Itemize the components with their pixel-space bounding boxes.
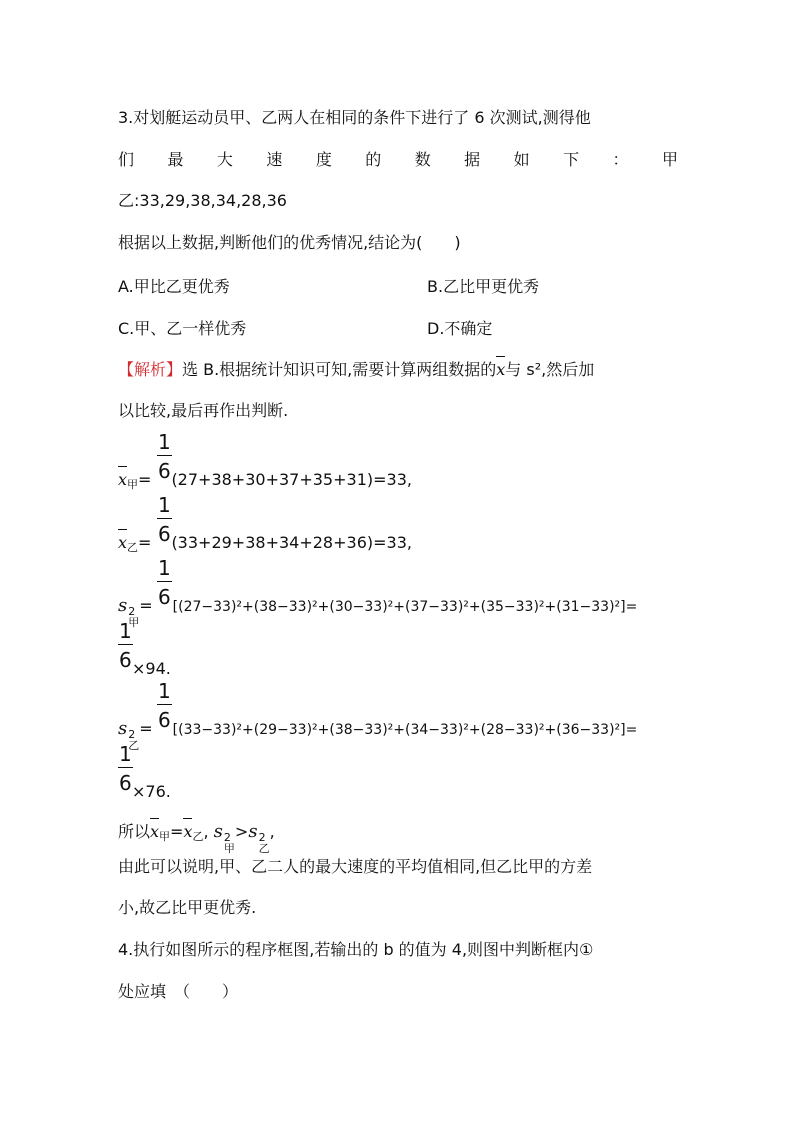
subscript-jia: 甲 (223, 842, 235, 855)
q3-data-jia: 甲 (661, 150, 678, 169)
fraction-numerator: 1 (158, 679, 171, 703)
analysis-text-b: 与 s²,然后加 (505, 360, 595, 379)
fraction-denominator: 6 (158, 708, 171, 732)
q3-word: ： (612, 150, 629, 169)
so-prefix: 所以 (118, 822, 151, 841)
superscript-2: 2 (223, 831, 231, 844)
subscript-jia: 甲 (127, 478, 139, 491)
option-a: A.甲比乙更优秀 (118, 277, 230, 296)
fraction-denominator: 6 (158, 585, 171, 609)
equation-variance-jia-tail: [(27−33)²+(38−33)²+(30−33)²+(37−33)²+(35−33)²+(31−33)²]= (172, 599, 638, 615)
greater-than-sign: > (234, 822, 249, 841)
fraction-numerator: 1 (119, 619, 132, 643)
option-b: B.乙比甲更优秀 (427, 277, 540, 296)
option-d: D.不确定 (427, 319, 493, 338)
q3-line-3: 乙:33,29,38,34,28,36 (118, 191, 287, 210)
q3-line-2 (118, 150, 678, 170)
s-symbol: s (118, 595, 128, 616)
fraction-numerator: 1 (158, 430, 171, 454)
conclusion-line-1: 由此可以说明,甲、乙二人的最大速度的平均值相同,但乙比甲的方差 (118, 857, 593, 876)
q4-line-2: 处应填 （ ） (118, 982, 239, 1001)
q3-word: 下 (563, 150, 580, 169)
fraction-numerator: 1 (158, 556, 171, 580)
subscript-yi: 乙 (128, 739, 140, 752)
q3-word: 大 (216, 150, 233, 169)
fraction-denominator: 6 (119, 771, 132, 795)
subscript-yi: 乙 (258, 842, 270, 855)
equals-sign: = (139, 596, 153, 615)
fraction-denominator: 6 (158, 522, 171, 546)
s-symbol: s (248, 821, 258, 842)
conclusion-line-2: 小,故乙比甲更优秀. (118, 898, 257, 917)
q4-line-1: 4.执行如图所示的程序框图,若输出的 b 的值为 4,则图中判断框内① (118, 940, 594, 959)
equation-variance-jia (118, 596, 637, 628)
equals-sign: = (138, 533, 152, 552)
x-bar-symbol: x (118, 533, 128, 552)
analysis-text-a: 选 B.根据统计知识可知,需要计算两组数据的 (182, 360, 497, 379)
q3-word: 速 (266, 150, 283, 169)
q3-line-1: 3.对划艇运动员甲、乙两人在相同的条件下进行了 6 次测试,测得他 (118, 108, 591, 127)
analysis-line-2: 以比较,最后再作出判断. (118, 401, 289, 420)
x-bar-symbol: x (150, 822, 160, 841)
superscript-2: 2 (128, 728, 136, 741)
comparison-line (118, 822, 275, 854)
superscript-2: 2 (128, 605, 136, 618)
equation-variance-yi-tail: [(33−33)²+(29−33)²+(38−33)²+(34−33)²+(28−33)²+(36−33)²]= (172, 722, 638, 738)
x-bar-symbol: x (496, 360, 506, 379)
fraction-denominator: 6 (158, 459, 171, 483)
q3-word: 度 (315, 150, 332, 169)
equation-variance-yi-result: ×76. (132, 782, 171, 801)
x-bar-symbol: x (118, 470, 128, 489)
s-symbol: s (213, 821, 223, 842)
equation-variance-jia-result: ×94. (132, 659, 171, 678)
subscript-yi: 乙 (127, 541, 139, 554)
sup-sub (259, 832, 270, 854)
x-bar-symbol: x (183, 822, 193, 841)
fraction-numerator: 1 (158, 493, 171, 517)
q3-word: 据 (464, 150, 481, 169)
q3-word: 如 (513, 150, 530, 169)
sup-sub (224, 832, 235, 854)
analysis-tag: 【解析】 (118, 360, 183, 379)
q3-word: 们 (118, 150, 135, 169)
equation-variance-yi (118, 719, 637, 751)
trailing-comma: , (269, 822, 275, 841)
equation-mean-jia (118, 470, 412, 495)
superscript-2: 2 (258, 831, 266, 844)
subscript-jia: 甲 (159, 830, 171, 843)
analysis-line-1 (118, 360, 594, 380)
comma: , (203, 822, 209, 841)
fraction-one-sixth (118, 743, 133, 794)
q3-word: 数 (414, 150, 431, 169)
q3-word: 最 (167, 150, 184, 169)
fraction-denominator: 6 (119, 648, 132, 672)
equation-mean-yi-tail: (33+29+38+34+28+36)=33, (171, 533, 412, 552)
s-symbol: s (118, 718, 128, 739)
equation-mean-yi (118, 533, 412, 558)
option-c: C.甲、乙一样优秀 (118, 319, 247, 338)
subscript-yi: 乙 (192, 830, 204, 843)
q3-line-4: 根据以上数据,判断他们的优秀情况,结论为( ) (118, 233, 461, 252)
equation-mean-jia-tail: (27+38+30+37+35+31)=33, (171, 470, 412, 489)
equals-sign: = (138, 470, 152, 489)
equals-sign: = (170, 822, 184, 841)
fraction-numerator: 1 (119, 742, 132, 766)
fraction-one-sixth (118, 620, 133, 671)
q3-word: 的 (365, 150, 382, 169)
equals-sign: = (139, 719, 153, 738)
subscript-jia: 甲 (128, 616, 140, 629)
